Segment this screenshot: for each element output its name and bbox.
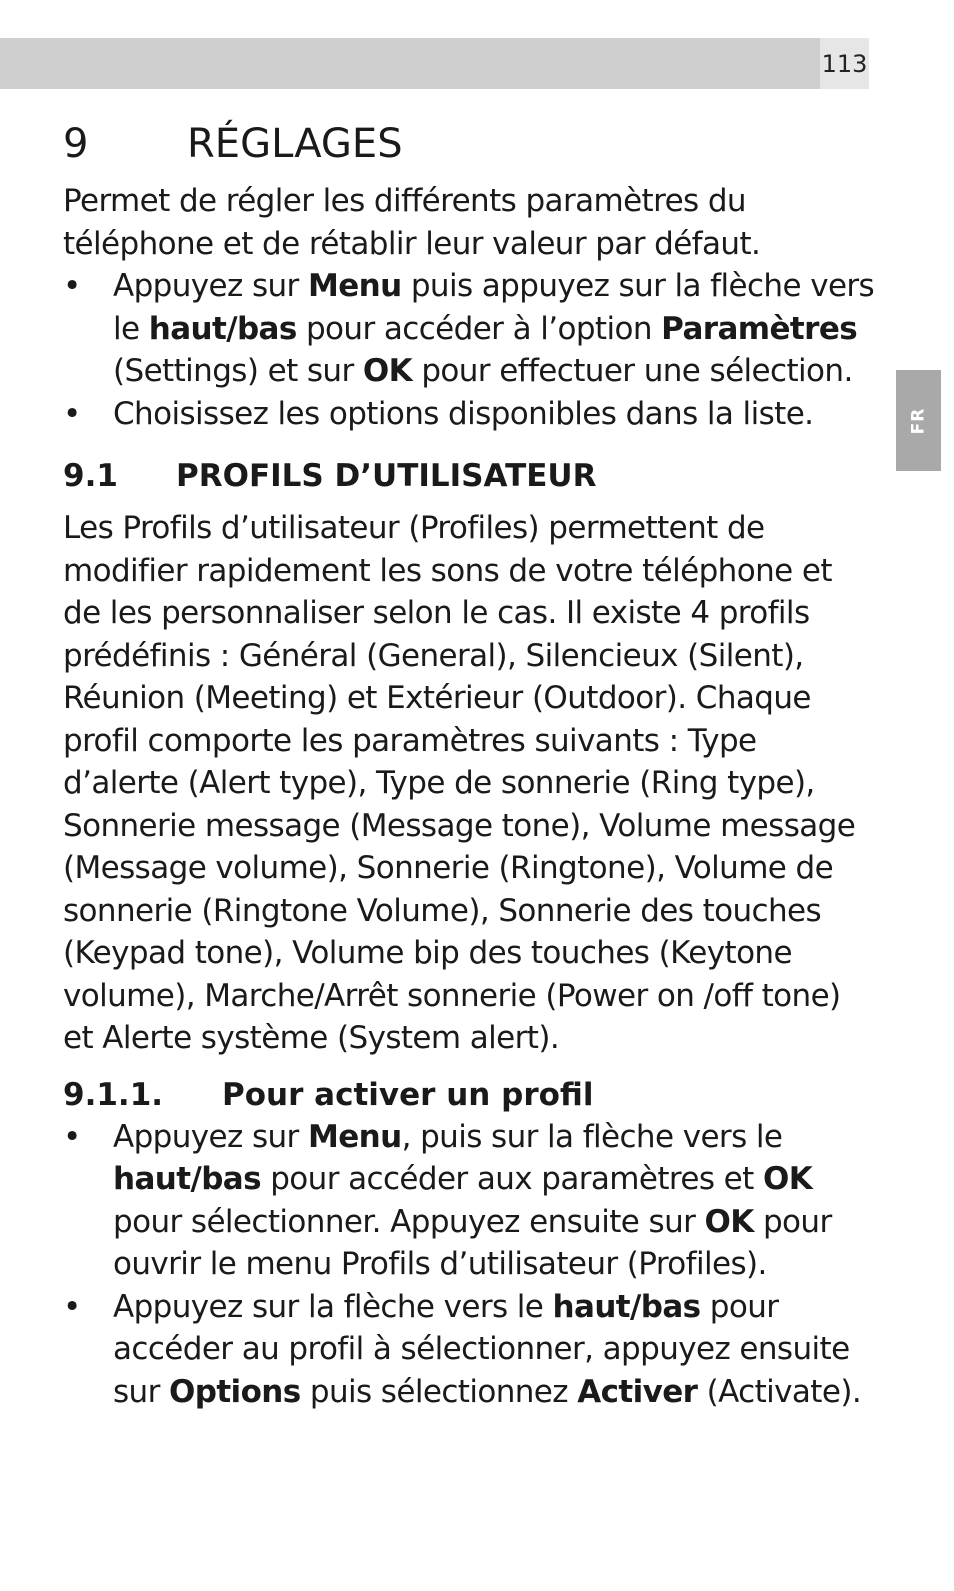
bold-term: haut/bas [148,310,297,347]
section-title: RÉGLAGES [187,121,403,167]
bold-term: Paramètres [661,310,858,347]
text-run: Appuyez sur [113,1118,308,1155]
text-run: pour sélectionner. Appuyez ensuite sur [113,1203,705,1240]
subsubsection-number: 9.1.1. [63,1076,164,1113]
text-run: Appuyez sur [113,268,308,304]
page-number [820,38,869,89]
text-run: (Activate). [697,1373,862,1410]
list-item [63,1116,878,1286]
text-run: puis sélectionnez [300,1373,578,1410]
text-run: pour accéder à l’option [296,310,662,347]
bold-term: haut/bas [552,1288,701,1325]
text-run: pour effectuer une sélection. [412,353,853,389]
subsubsection-title: Pour activer un profil [222,1076,594,1113]
page-number-text: 113 [821,49,868,78]
page-content [63,118,878,1413]
text-run: pour accéder au profil à sélectionner, appuyez ensuite sur [113,1288,850,1410]
text-run: (Settings) et sur [113,353,363,389]
bold-term: OK [704,1203,754,1240]
text-run: pour ouvrir le menu Profils d’utilisateur (Profiles). [113,1203,832,1282]
text-run: Appuyez sur la flèche vers le [113,1288,553,1325]
bold-term: Activer [577,1373,698,1410]
list-item [63,265,878,393]
language-tab-label: FR [908,407,929,434]
section-number: 9 [63,121,89,167]
list-item [63,393,878,436]
subsection-heading [63,455,878,497]
header-bar [0,38,820,89]
bullet-icon: • [63,268,81,304]
section-bullet-list [63,265,878,435]
subsection-number: 9.1 [63,458,118,494]
bullet-icon: • [63,1288,81,1325]
subsubsection-bullet-list [63,1116,878,1414]
text-run: Choisissez les options disponibles dans la liste. [113,395,814,432]
subsection-body: Les Profils d’utilisateur (Profiles) permettent de modifier rapidement les sons de votre téléphone et de les personnaliser selon le cas. Il existe 4 profils prédéfinis : Général (General), Silencieux (Silent), Réunion (Meeting) et Extérieur (Outdoor). Chaque profil comporte les paramètres suivants : Type d’alerte (Alert type), Type de sonnerie (Ring type), Sonnerie message (Message tone), Volume message (Message volume), Sonnerie (Ringtone), Volume de sonnerie (Ringtone Volume), Sonnerie des touches (Keypad tone), Volume bip des touches (Keytone volume), Marche/Arrêt sonnerie (Power on /off tone) et Alerte système (System alert). [63,510,856,1056]
bold-term: haut/bas [113,1161,261,1197]
language-tab [896,370,941,471]
section-heading [63,118,878,170]
bullet-icon: • [63,1118,81,1155]
text-run: , puis sur la flèche vers le [401,1118,783,1155]
bold-term: Menu [307,268,402,304]
text-run: pour accéder aux paramètres et [260,1161,763,1197]
subsubsection-heading [63,1074,878,1116]
bold-term: OK [362,353,413,389]
bold-term: Menu [307,1118,402,1155]
bold-term: Options [169,1373,301,1410]
text-run: puis appuyez sur la flèche vers le [113,268,875,347]
subsection-title: PROFILS D’UTILISATEUR [176,458,597,494]
bold-term: OK [762,1161,813,1197]
bullet-icon: • [63,395,81,432]
section-intro: Permet de régler les différents paramètres du téléphone et de rétablir leur valeur par défaut. [63,183,761,262]
list-item [63,1286,878,1414]
